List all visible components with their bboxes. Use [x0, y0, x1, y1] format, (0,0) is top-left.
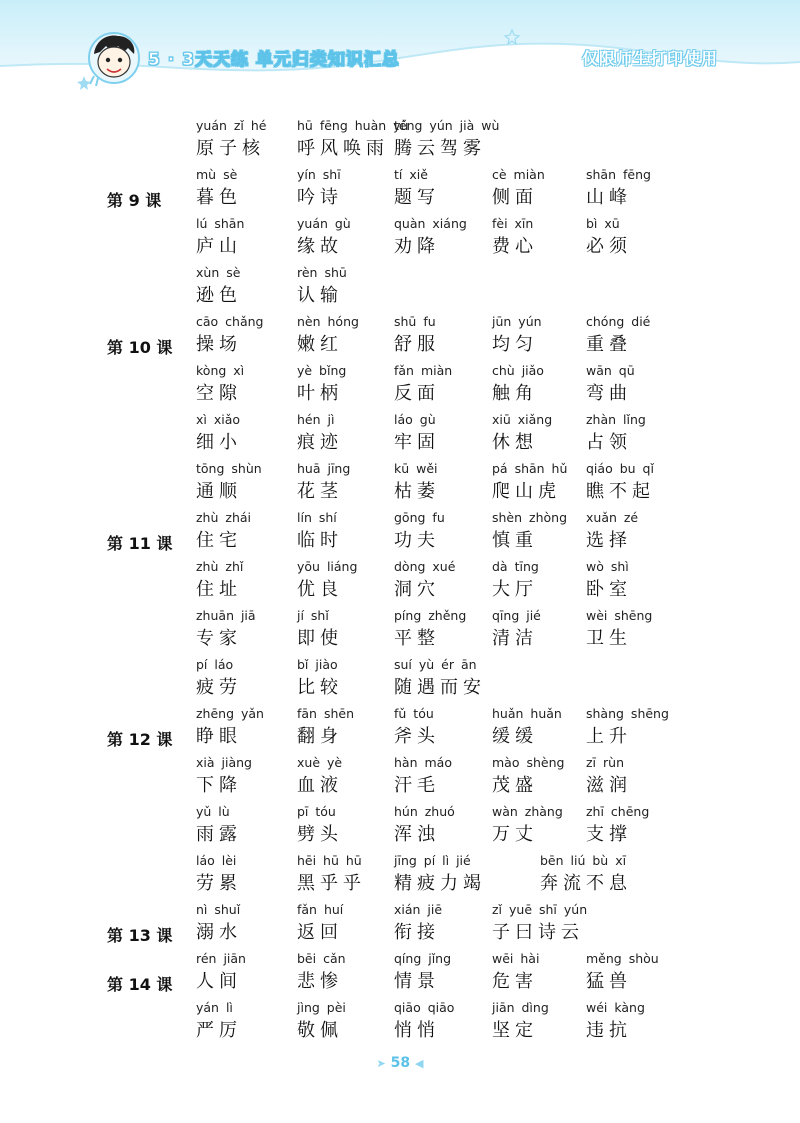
mascot-boy-icon	[89, 33, 139, 86]
vocab-word	[196, 508, 251, 554]
vocab-word	[394, 851, 486, 897]
pinyin: yǔ lù	[196, 804, 230, 819]
hanzi: 牢固	[394, 432, 440, 453]
hanzi: 劝降	[394, 236, 440, 257]
pinyin: wān qū	[586, 363, 635, 378]
pinyin: xián jiē	[394, 902, 443, 917]
vocab-word	[297, 165, 343, 211]
pinyin: wò shì	[586, 559, 629, 574]
hanzi: 痕迹	[297, 432, 343, 453]
pinyin: xuǎn zé	[586, 510, 639, 525]
pinyin: lú shān	[196, 216, 245, 231]
hanzi: 坚定	[492, 1020, 538, 1041]
pinyin: fǎn miàn	[394, 363, 453, 378]
hanzi: 敬佩	[297, 1020, 343, 1041]
vocab-word	[196, 851, 242, 897]
vocab-word	[297, 753, 343, 799]
pinyin: pá shān hǔ	[492, 461, 568, 476]
header-usage-note: 仅限师生打印使用	[581, 49, 718, 68]
hanzi: 清洁	[492, 628, 538, 649]
hanzi: 触角	[492, 383, 538, 404]
vocab-word	[586, 361, 635, 407]
hanzi: 侧面	[492, 187, 538, 208]
vocab-word	[297, 214, 351, 260]
vocab-row	[0, 998, 800, 1047]
hanzi: 细小	[196, 432, 242, 453]
vocab-word	[196, 900, 242, 946]
pinyin: qiāo qiāo	[394, 1000, 455, 1015]
vocab-word	[394, 508, 445, 554]
pinyin: huǎn huǎn	[492, 706, 562, 721]
arrow-left-icon: ◀	[414, 1057, 424, 1070]
vocab-row	[0, 606, 800, 655]
pinyin: qīng jié	[492, 608, 541, 623]
vocab-word	[586, 704, 669, 750]
vocab-word	[297, 459, 350, 505]
vocab-word	[196, 998, 242, 1044]
pinyin: hàn máo	[394, 755, 452, 770]
pinyin: rén jiān	[196, 951, 246, 966]
vocab-row	[0, 753, 800, 802]
pinyin: mù sè	[196, 167, 238, 182]
pinyin: zhuān jiā	[196, 608, 256, 623]
pinyin: yuán gù	[297, 216, 351, 231]
hanzi: 滋润	[586, 775, 632, 796]
hanzi: 均匀	[492, 334, 538, 355]
pinyin: píng zhěng	[394, 608, 467, 623]
vocab-word	[394, 459, 440, 505]
hanzi: 弯曲	[586, 383, 632, 404]
hanzi: 空隙	[196, 383, 242, 404]
pinyin: pí láo	[196, 657, 234, 672]
vocab-word	[196, 214, 244, 260]
pinyin: dà tīng	[492, 559, 539, 574]
hanzi: 暮色	[196, 187, 242, 208]
hanzi: 枯萎	[394, 481, 440, 502]
vocab-word	[297, 998, 346, 1044]
pinyin: quàn xiáng	[394, 216, 467, 231]
hanzi: 吟诗	[297, 187, 343, 208]
hanzi: 人间	[196, 971, 242, 992]
vocab-word	[196, 753, 252, 799]
pinyin: rèn shū	[297, 265, 347, 280]
vocab-word	[297, 557, 357, 603]
hanzi: 住址	[196, 579, 242, 600]
page-number	[377, 1055, 424, 1071]
hanzi: 通顺	[196, 481, 242, 502]
pinyin: jīng pí lì jié	[394, 853, 471, 868]
pinyin: bēi cǎn	[297, 951, 346, 966]
vocab-row	[0, 410, 800, 459]
vocabulary-list	[0, 116, 800, 1047]
vocab-word	[394, 557, 455, 603]
vocab-word	[492, 361, 544, 407]
vocab-word	[297, 508, 343, 554]
hanzi: 反面	[394, 383, 440, 404]
vocab-word	[492, 214, 538, 260]
vocab-word	[586, 312, 650, 358]
page-header	[0, 0, 800, 110]
vocab-word	[297, 116, 408, 162]
pinyin: yín shī	[297, 167, 341, 182]
pinyin: kòng xì	[196, 363, 245, 378]
hanzi: 劳累	[196, 873, 242, 894]
page-footer	[0, 1052, 800, 1071]
hanzi: 叶柄	[297, 383, 343, 404]
hanzi: 缓缓	[492, 726, 538, 747]
pinyin: shū fu	[394, 314, 436, 329]
hanzi: 山峰	[586, 187, 632, 208]
vocab-word	[196, 165, 242, 211]
vocab-word	[586, 214, 632, 260]
vocab-row	[0, 557, 800, 606]
vocab-row	[0, 214, 800, 263]
lesson-label: 第 10 课	[107, 338, 173, 357]
pinyin: mào shèng	[492, 755, 565, 770]
vocab-word	[492, 165, 545, 211]
hanzi: 嫩红	[297, 334, 343, 355]
vocab-word	[297, 312, 359, 358]
vocab-word	[492, 900, 587, 946]
pinyin: zǐ yuē shī yún	[492, 902, 588, 917]
pinyin: jí shǐ	[297, 608, 329, 623]
vocab-word	[492, 753, 564, 799]
hanzi: 卧室	[586, 579, 632, 600]
vocab-word	[492, 949, 539, 995]
pinyin: bēn liú bù xī	[540, 853, 627, 868]
hanzi: 严厉	[196, 1020, 242, 1041]
vocab-word	[586, 802, 649, 848]
vocab-word	[586, 508, 638, 554]
pinyin: chóng dié	[586, 314, 651, 329]
pinyin: zhī chēng	[586, 804, 650, 819]
hanzi: 大厅	[492, 579, 538, 600]
pinyin: huā jīng	[297, 461, 351, 476]
lesson-label: 第 14 课	[107, 975, 173, 994]
pinyin: yán lì	[196, 1000, 233, 1015]
pinyin: jiān dìng	[492, 1000, 549, 1015]
hanzi: 衔接	[394, 922, 440, 943]
pinyin: tí xiě	[394, 167, 428, 182]
pinyin: bì xū	[586, 216, 620, 231]
vocab-word	[394, 949, 451, 995]
vocab-word	[492, 459, 567, 505]
hanzi: 休想	[492, 432, 538, 453]
hanzi: 汗毛	[394, 775, 440, 796]
hanzi: 洞穴	[394, 579, 440, 600]
hanzi: 题写	[394, 187, 440, 208]
vocab-word	[586, 459, 655, 505]
pinyin: shèn zhòng	[492, 510, 568, 525]
pinyin: hū fēng huàn yǔ	[297, 118, 409, 133]
pinyin: qiáo bu qǐ	[586, 461, 654, 476]
hanzi: 舒服	[394, 334, 440, 355]
hanzi: 雨露	[196, 824, 242, 845]
vocab-word	[586, 410, 646, 456]
vocab-word	[394, 312, 440, 358]
vocab-word	[394, 361, 452, 407]
vocab-word	[394, 410, 440, 456]
pinyin: zī rùn	[586, 755, 624, 770]
pinyin: wēi hài	[492, 951, 540, 966]
hanzi: 斧头	[394, 726, 440, 747]
page-number-text: 58	[390, 1055, 411, 1071]
vocab-word	[196, 802, 242, 848]
lesson-label: 第 9 课	[107, 191, 162, 210]
hanzi: 血液	[297, 775, 343, 796]
hanzi: 奔流不息	[540, 873, 632, 894]
pinyin: cāo chǎng	[196, 314, 264, 329]
vocab-row	[0, 508, 800, 557]
hanzi: 疲劳	[196, 677, 242, 698]
vocab-word	[394, 165, 440, 211]
pinyin: chù jiǎo	[492, 363, 544, 378]
hanzi: 功夫	[394, 530, 440, 551]
pinyin: bǐ jiào	[297, 657, 338, 672]
vocab-word	[394, 802, 455, 848]
vocab-word	[196, 459, 262, 505]
hanzi: 上升	[586, 726, 632, 747]
pinyin: fèi xīn	[492, 216, 534, 231]
pinyin: yuán zǐ hé	[196, 118, 267, 133]
vocab-word	[492, 704, 562, 750]
pinyin: xì xiǎo	[196, 412, 241, 427]
pinyin: yōu liáng	[297, 559, 358, 574]
pinyin: jūn yún	[492, 314, 542, 329]
vocab-word	[196, 655, 242, 701]
hanzi: 瞧不起	[586, 481, 655, 502]
vocab-word	[196, 606, 256, 652]
vocab-word	[492, 802, 563, 848]
vocab-row	[0, 655, 800, 704]
vocab-row	[0, 165, 800, 214]
hanzi: 浑浊	[394, 824, 440, 845]
vocab-word	[196, 704, 264, 750]
hanzi: 返回	[297, 922, 343, 943]
pinyin: wàn zhàng	[492, 804, 563, 819]
vocab-row	[0, 361, 800, 410]
pinyin: shān fēng	[586, 167, 651, 182]
lesson-label: 第 12 课	[107, 730, 173, 749]
vocab-word	[196, 116, 267, 162]
hanzi: 睁眼	[196, 726, 242, 747]
vocab-row	[0, 116, 800, 165]
vocab-word	[586, 165, 651, 211]
hanzi: 子曰诗云	[492, 922, 584, 943]
pinyin: xuè yè	[297, 755, 343, 770]
hanzi: 黑乎乎	[297, 873, 366, 894]
vocab-word	[492, 410, 552, 456]
hanzi: 情景	[394, 971, 440, 992]
vocab-word	[586, 998, 645, 1044]
arrow-right-icon: ➤	[376, 1057, 386, 1070]
vocab-word	[196, 557, 243, 603]
hanzi: 专家	[196, 628, 242, 649]
pinyin: gōng fu	[394, 510, 445, 525]
vocab-word	[394, 998, 454, 1044]
vocab-word	[394, 214, 467, 260]
hanzi: 临时	[297, 530, 343, 551]
pinyin: wèi shēng	[586, 608, 653, 623]
hanzi: 优良	[297, 579, 343, 600]
hanzi: 支撑	[586, 824, 632, 845]
hanzi: 悲惨	[297, 971, 343, 992]
hanzi: 呼风唤雨	[297, 138, 389, 159]
pinyin: tōng shùn	[196, 461, 262, 476]
hanzi: 下降	[196, 775, 242, 796]
vocab-row	[0, 949, 800, 998]
vocab-word	[586, 949, 659, 995]
hanzi: 万丈	[492, 824, 538, 845]
pinyin: nì shuǐ	[196, 902, 241, 917]
vocab-word	[394, 606, 466, 652]
pinyin: jìng pèi	[297, 1000, 346, 1015]
hanzi: 缘故	[297, 236, 343, 257]
hanzi: 平整	[394, 628, 440, 649]
pinyin: cè miàn	[492, 167, 545, 182]
vocab-word	[297, 410, 343, 456]
hanzi: 爬山虎	[492, 481, 561, 502]
hanzi: 猛兽	[586, 971, 632, 992]
pinyin: měng shòu	[586, 951, 659, 966]
hanzi: 认输	[297, 285, 343, 306]
vocab-word	[394, 900, 442, 946]
pinyin: hún zhuó	[394, 804, 455, 819]
pinyin: qíng jǐng	[394, 951, 452, 966]
pinyin: fān shēn	[297, 706, 355, 721]
vocab-word	[540, 851, 632, 897]
pinyin: suí yù ér ān	[394, 657, 477, 672]
vocab-word	[492, 312, 542, 358]
pinyin: fǎn huí	[297, 902, 344, 917]
hanzi: 翻身	[297, 726, 343, 747]
vocab-word	[297, 900, 343, 946]
vocab-word	[297, 851, 366, 897]
pinyin: yè bǐng	[297, 363, 347, 378]
pinyin: zhēng yǎn	[196, 706, 264, 721]
pinyin: wéi kàng	[586, 1000, 645, 1015]
hanzi: 危害	[492, 971, 538, 992]
pinyin: nèn hóng	[297, 314, 359, 329]
vocab-word	[586, 753, 632, 799]
pinyin: xiū xiǎng	[492, 412, 553, 427]
hanzi: 劈头	[297, 824, 343, 845]
vocab-word	[297, 802, 343, 848]
hanzi: 住宅	[196, 530, 242, 551]
hanzi: 卫生	[586, 628, 632, 649]
pinyin: xùn sè	[196, 265, 241, 280]
pinyin: dòng xué	[394, 559, 456, 574]
vocab-word	[492, 508, 567, 554]
hanzi: 比较	[297, 677, 343, 698]
vocab-word	[394, 655, 486, 701]
hanzi: 腾云驾雾	[394, 138, 486, 159]
pinyin: zhù zhái	[196, 510, 251, 525]
vocab-word	[297, 606, 343, 652]
pinyin: fǔ tóu	[394, 706, 434, 721]
hanzi: 溺水	[196, 922, 242, 943]
vocab-word	[196, 263, 242, 309]
hanzi: 费心	[492, 236, 538, 257]
pinyin: téng yún jià wù	[394, 118, 500, 133]
pinyin: xià jiàng	[196, 755, 252, 770]
pinyin: hēi hū hū	[297, 853, 362, 868]
vocab-row	[0, 459, 800, 508]
hanzi: 悄悄	[394, 1020, 440, 1041]
vocab-row	[0, 900, 800, 949]
hanzi: 花茎	[297, 481, 343, 502]
pinyin: lín shí	[297, 510, 337, 525]
vocab-row	[0, 851, 800, 900]
vocab-word	[394, 116, 499, 162]
pinyin: kū wěi	[394, 461, 438, 476]
vocab-word	[297, 949, 346, 995]
hanzi: 操场	[196, 334, 242, 355]
vocab-word	[297, 704, 354, 750]
pinyin: láo lèi	[196, 853, 237, 868]
hanzi: 违抗	[586, 1020, 632, 1041]
vocab-word	[297, 655, 343, 701]
hanzi: 精疲力竭	[394, 873, 486, 894]
hanzi: 选择	[586, 530, 632, 551]
vocab-word	[196, 361, 244, 407]
header-title: 5 · 3天天练 单元归类知识汇总	[148, 50, 400, 70]
hanzi: 原子核	[196, 138, 265, 159]
vocab-word	[492, 998, 549, 1044]
pinyin: shàng shēng	[586, 706, 669, 721]
vocab-row	[0, 312, 800, 361]
hanzi: 重叠	[586, 334, 632, 355]
vocab-row	[0, 802, 800, 851]
hanzi: 必须	[586, 236, 632, 257]
hanzi: 茂盛	[492, 775, 538, 796]
hanzi: 即使	[297, 628, 343, 649]
vocab-word	[492, 606, 541, 652]
pinyin: zhàn lǐng	[586, 412, 646, 427]
vocab-word	[394, 704, 440, 750]
pinyin: láo gù	[394, 412, 436, 427]
hanzi: 庐山	[196, 236, 242, 257]
hanzi: 随遇而安	[394, 677, 486, 698]
vocab-word	[394, 753, 452, 799]
vocab-word	[297, 361, 346, 407]
vocab-row	[0, 704, 800, 753]
hanzi: 慎重	[492, 530, 538, 551]
vocab-word	[492, 557, 539, 603]
vocab-word	[586, 557, 632, 603]
vocab-word	[196, 949, 246, 995]
pinyin: hén jì	[297, 412, 335, 427]
vocab-word	[586, 606, 652, 652]
hanzi: 逊色	[196, 285, 242, 306]
lesson-label: 第 11 课	[107, 534, 173, 553]
vocab-row	[0, 263, 800, 312]
vocab-word	[196, 410, 242, 456]
vocab-word	[297, 263, 347, 309]
pinyin: pī tóu	[297, 804, 336, 819]
vocab-word	[196, 312, 263, 358]
lesson-label: 第 13 课	[107, 926, 173, 945]
pinyin: zhù zhǐ	[196, 559, 244, 574]
hanzi: 占领	[586, 432, 632, 453]
